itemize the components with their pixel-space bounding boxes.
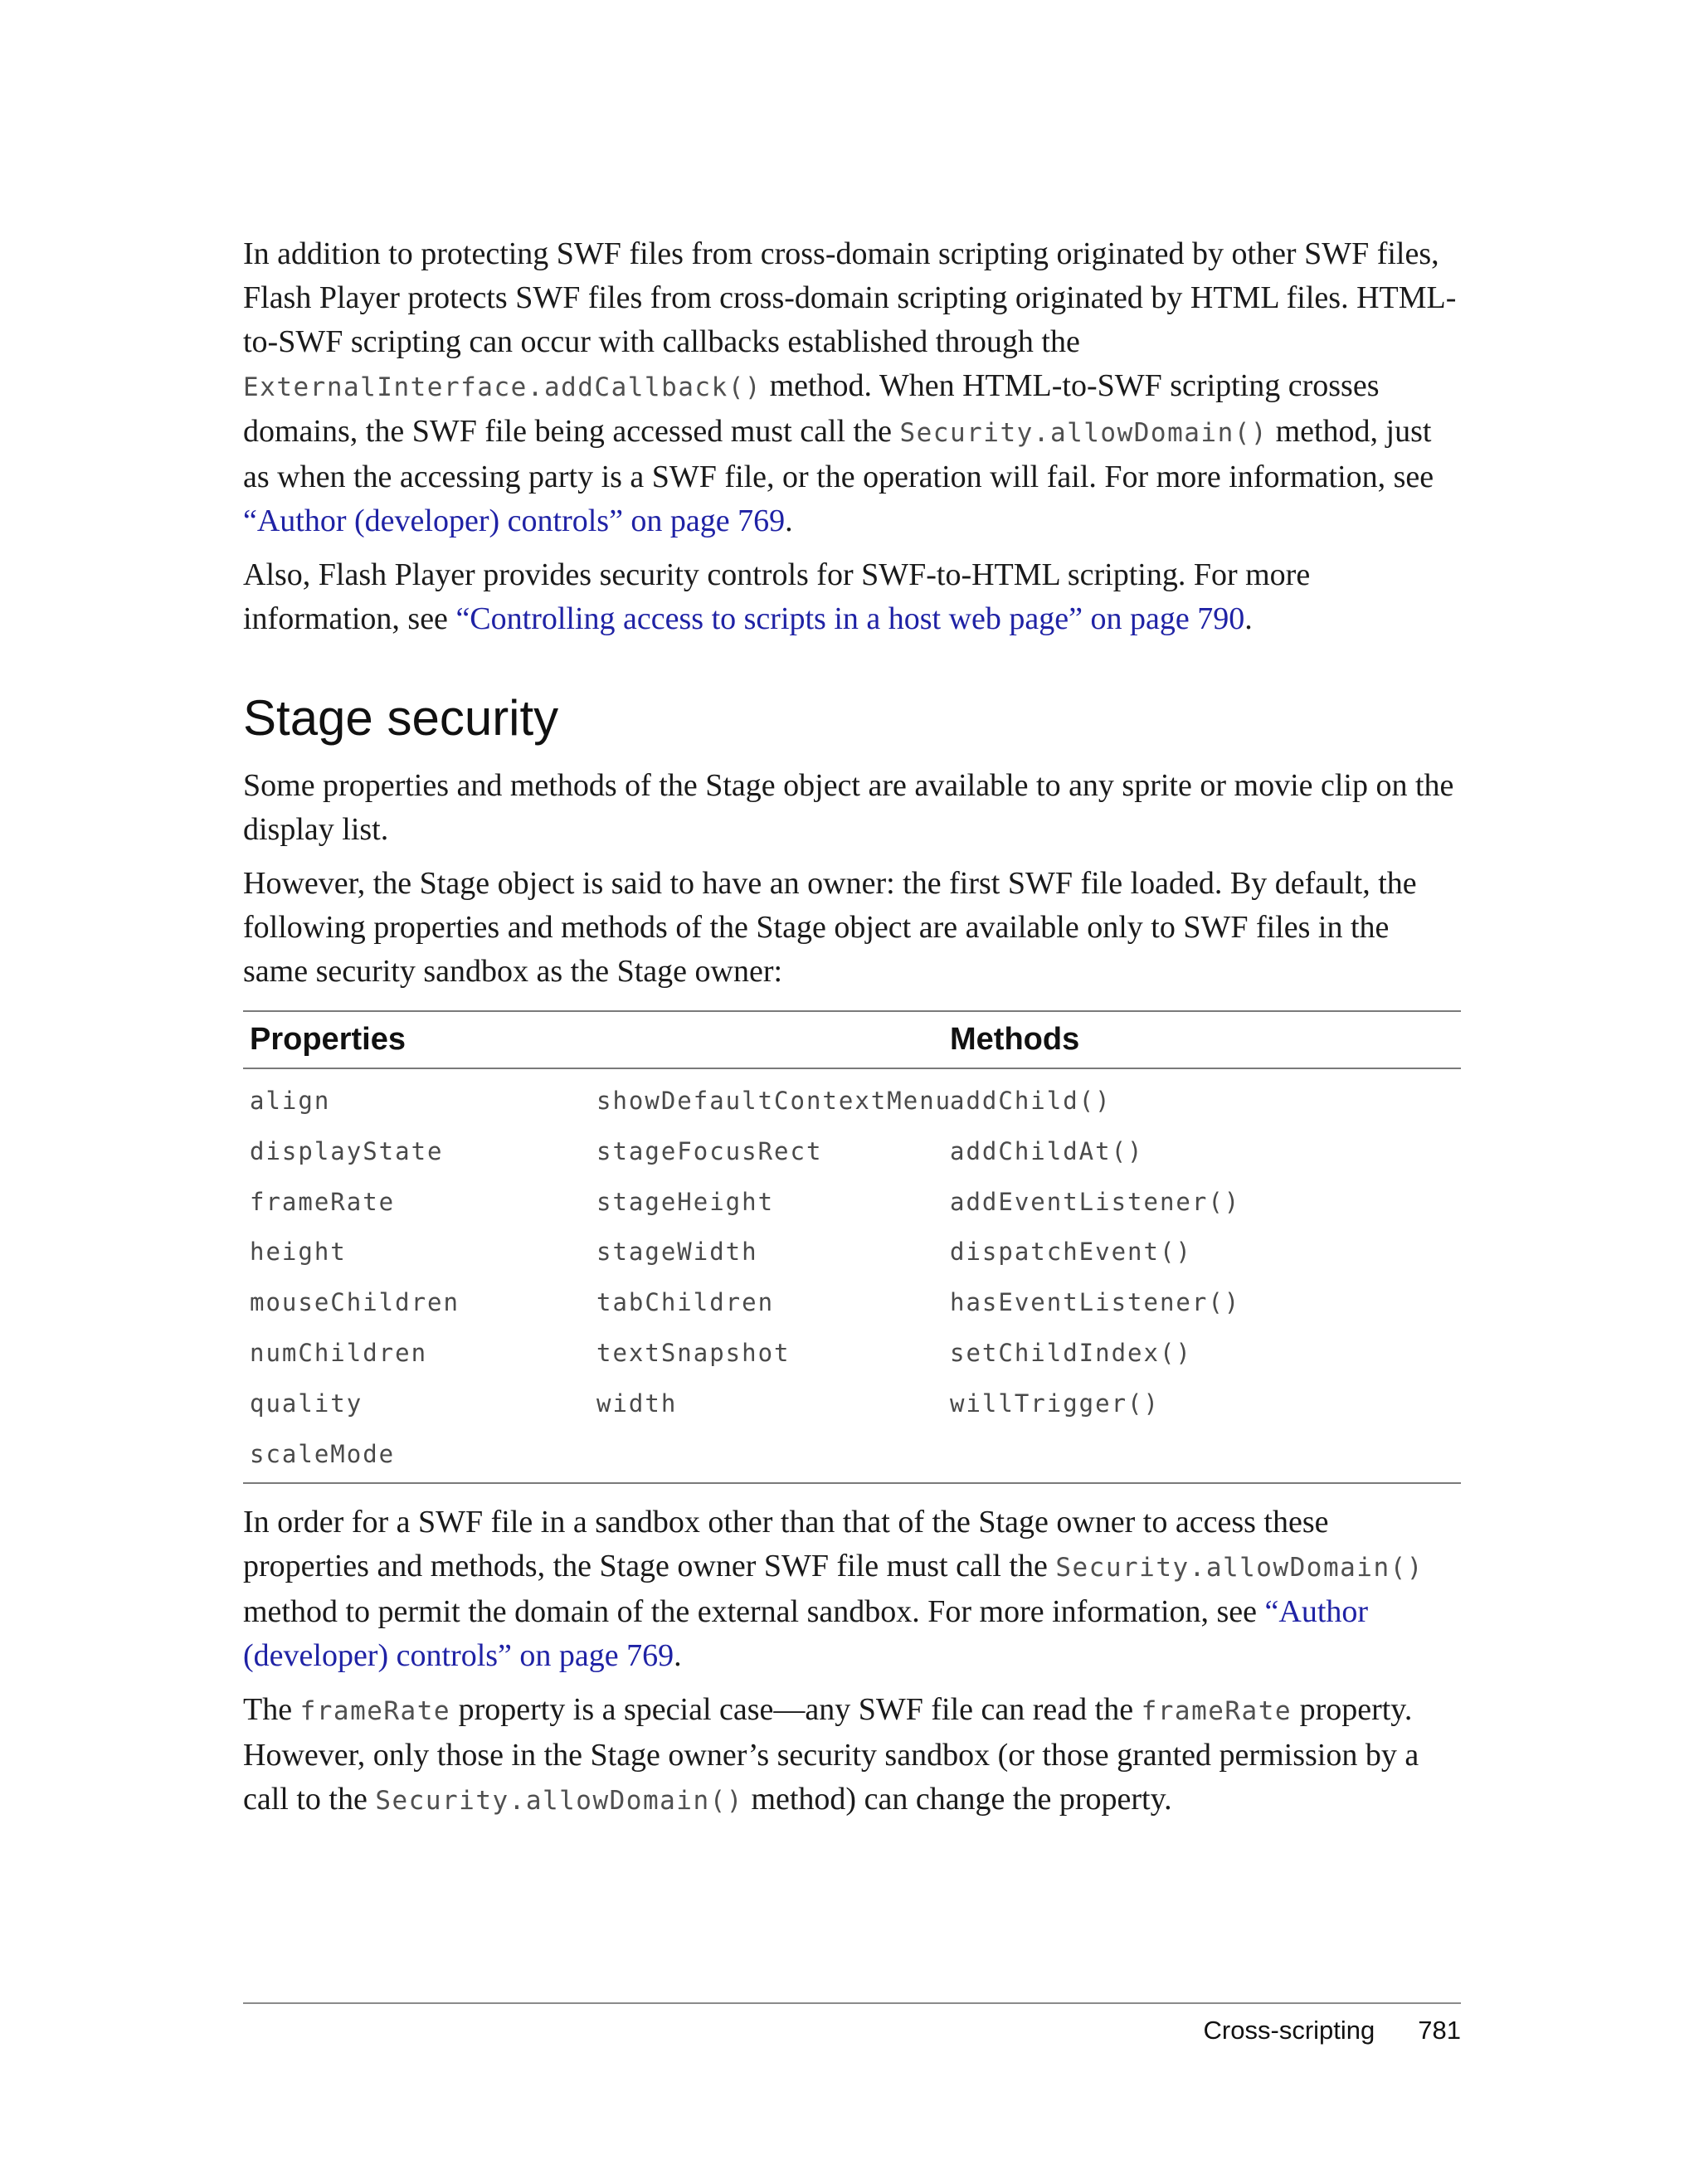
table-cell: frameRate [250, 1187, 396, 1216]
page-content [243, 232, 1461, 1833]
table-cell: height [250, 1238, 347, 1267]
table-header-methods: Methods [950, 1022, 1080, 1057]
table-cell: stageWidth [596, 1238, 758, 1267]
table-cell: mouseChildren [250, 1288, 460, 1317]
table-cell: showDefaultContextMenu [596, 1087, 952, 1115]
after-p2-text-1: The [243, 1692, 300, 1728]
table-cell: stageHeight [596, 1187, 775, 1216]
stage-members-table [243, 1010, 1461, 1484]
table-cell: hasEventListener() [950, 1288, 1241, 1317]
intro-p2-text-2: . [1244, 601, 1253, 636]
table-header-row [243, 1012, 1461, 1069]
table-cell: numChildren [250, 1338, 428, 1367]
intro-paragraph-1 [243, 232, 1461, 543]
table-cell: textSnapshot [596, 1338, 791, 1367]
table-cell: addChildAt() [950, 1136, 1144, 1165]
table-cell: addChild() [950, 1087, 1112, 1115]
link-controlling-access-scripts[interactable]: “Controlling access to scripts in a host web page” on page 790 [455, 601, 1245, 636]
table-cell: align [250, 1087, 331, 1115]
properties-column-2 [596, 1076, 950, 1479]
section-heading: Stage security [243, 690, 559, 746]
table-body [243, 1069, 1461, 1482]
intro-paragraph-2 [243, 553, 1461, 641]
after-p2-text-2: property is a special case—any SWF file can read the [450, 1692, 1142, 1728]
link-author-developer-controls[interactable]: “Author (developer) controls” on page 769 [243, 1594, 1369, 1674]
code-framerate: frameRate [1141, 1696, 1293, 1727]
after-p2-text-4: method) can change the property. [742, 1782, 1172, 1817]
after-paragraph-2 [243, 1688, 1461, 1823]
stage-paragraph-2: However, the Stage object is said to have an owner: the first SWF file loaded. By default, the following properties and methods of the Stage object are available only to SWF files in the same security sandbox as the Stage owner: [243, 866, 1417, 989]
table-cell: displayState [250, 1136, 444, 1165]
table-header-properties: Properties [250, 1022, 406, 1057]
table-cell: quality [250, 1389, 363, 1418]
after-p1-text-2: method to permit the domain of the external sandbox. For more information, see [243, 1594, 1265, 1630]
intro-p1-text-4: . [785, 503, 793, 538]
properties-column-1 [243, 1076, 596, 1479]
page-footer [243, 2002, 1461, 2045]
link-author-developer-controls[interactable]: “Author (developer) controls” on page 769 [243, 503, 786, 538]
code-security-allowdomain: Security.allowDomain() [1055, 1553, 1424, 1583]
table-cell: willTrigger() [950, 1389, 1160, 1418]
after-p1-text-3: . [674, 1638, 682, 1674]
intro-p1-text-3: method, just as when the accessing party is a SWF file, or the operation will fail. For more information, see [243, 414, 1434, 494]
code-framerate: frameRate [299, 1696, 451, 1727]
intro-p1-text-2: method. When HTML-to-SWF scripting crosses domains, the SWF file being accessed must call the [243, 368, 1380, 449]
methods-column [950, 1076, 1448, 1479]
after-paragraph-1 [243, 1501, 1461, 1678]
after-p2-text-3: property. However, only those in the Stage owner’s security sandbox (or those granted permission by a call to the [243, 1692, 1419, 1817]
footer-section-name: Cross-scripting [1203, 2016, 1375, 2045]
footer-row [243, 2016, 1461, 2045]
page-number: 781 [1418, 2016, 1461, 2045]
table-cell: stageFocusRect [596, 1136, 823, 1165]
intro-p2-text-1: Also, Flash Player provides security controls for SWF-to-HTML scripting. For more information, see [243, 557, 1311, 636]
code-externalinterface-addcallback: ExternalInterface.addCallback() [243, 372, 762, 402]
code-security-allowdomain: Security.allowDomain() [375, 1786, 743, 1817]
table-cell: scaleMode [250, 1439, 396, 1468]
table-cell: width [596, 1389, 678, 1418]
table-cell: setChildIndex() [950, 1338, 1192, 1367]
table-cell: tabChildren [596, 1288, 775, 1317]
table-cell: dispatchEvent() [950, 1238, 1192, 1267]
after-p1-text-1: In order for a SWF file in a sandbox other than that of the Stage owner to access these properties and methods, the Stage owner SWF file must call the [243, 1505, 1329, 1584]
code-security-allowdomain: Security.allowDomain() [899, 418, 1268, 448]
intro-p1-text-1: In addition to protecting SWF files from cross-domain scripting originated by other SWF files, Flash Player protects SWF files from cross-domain scripting originated by HTML files. HTML-to-SWF scripting can occur with callbacks established through the [243, 236, 1457, 359]
table-cell: addEventListener() [950, 1187, 1241, 1216]
stage-paragraph-1: Some properties and methods of the Stage object are available to any sprite or movie clip on the display list. [243, 768, 1454, 847]
